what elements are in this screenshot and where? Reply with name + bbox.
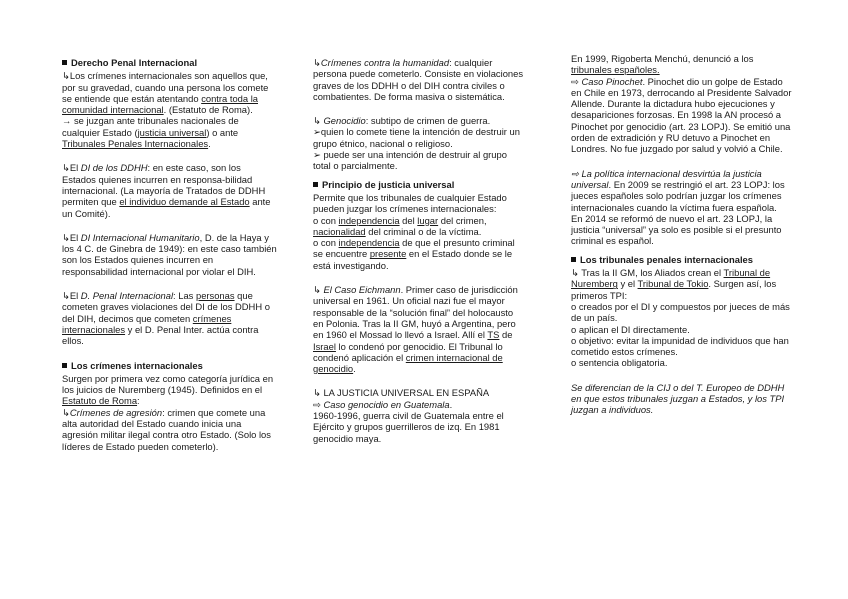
square-bullet-icon bbox=[62, 363, 67, 368]
paragraph-guatemala-title: ⇨ Caso genocidio en Guatemala. bbox=[313, 398, 453, 410]
paragraph-eichmann: ↳ El Caso Eichmann. Primer caso de jurisdicción universal en 1961. Un oficial nazi fue el mayor responsable de la “solución final” del holocausto en Polonia. Tras la II GM, huyó a Argentina, pero en 1960 el Mossad lo llevó a Israel. Allí el TS de Israel lo condenó por genocidio. El Tribunal lo condenó aplicación el crimen internacional de genocidio. bbox=[313, 284, 518, 375]
paragraph-nuremberg: Surgen por primera vez como categoría jurídica en los juicios de Nuremberg (1945). Definidos en el Estatuto de Roma: bbox=[62, 372, 274, 407]
heading-crimenes-internacionales: Los crímenes internacionales bbox=[62, 360, 277, 371]
paragraph-genocidio: ↳ Genocidio: subtipo de crimen de guerra. ➢quien lo comete tiene la intención de destruir un grupo étnico, nacional o religioso. ➢ puede ser una intención de destruir al grupo total o parcialmente. bbox=[313, 115, 520, 172]
paragraph-crimenes-def: ↳Los crímenes internacionales son aquellos que, por su gravedad, cuando una persona los comete se entiende que están atentando contra toda la comunidad internacional. (Estatuto de Roma). → se juzgan ante tribunales nacionales de cualquier Estado (justicia universal) o ante Tribunales Penales Internacionales. bbox=[62, 70, 269, 150]
paragraph-dih: ↳El DI Internacional Humanitario, D. de la Haya y los 4 C. de Ginebra de 1949): en este caso también son los Estados quienes incurren en responsabilidad internacional por violar el DIH. bbox=[62, 231, 277, 277]
paragraph-diferencias: Se diferencian de la CIJ o del T. Europeo de DDHH en que estos tribunales juzgan a Estados, y los TPI juzgan a individuos. bbox=[571, 381, 785, 416]
paragraph-justicia-universal: Permite que los tribunales de cualquier Estado pueden juzgar los crímenes internacionales: bbox=[313, 191, 507, 215]
column-1 bbox=[62, 53, 277, 452]
list-item-objetivo: o objetivo: evitar la impunidad de individuos que han cometido estos crímenes. bbox=[571, 334, 789, 358]
list-item-sentencia: o sentencia obligatoria. bbox=[571, 357, 668, 369]
heading-justicia-espana: ↳ LA JUSTICIA UNIVERSAL EN ESPAÑA bbox=[313, 387, 490, 399]
square-bullet-icon bbox=[62, 60, 67, 65]
list-item-lugar: o con independencia del lugar del crimen, nacionalidad del criminal o de la víctima. bbox=[313, 214, 487, 237]
paragraph-di-ddhh: ↳El DI de los DDHH: en este caso, son los Estados quienes incurren en responsa-bilidad internacional. (La mayoría de Tratados de DDHH permiten que el individuo demande al Estado ante un Comité). bbox=[62, 162, 271, 219]
paragraph-lesa-humanidad: ↳Crímenes contra la humanidad: cualquier persona puede cometerlo. Consiste en violaciones graves de los DDHH o del DIH contra civiles o combatientes. De forma masiva o sistemática. bbox=[313, 57, 524, 102]
heading-derecho-penal: Derecho Penal Internacional bbox=[62, 57, 277, 68]
paragraph-tpi: ↳ Tras la II GM, los Aliados crean el Tribunal de Nuremberg y el Tribunal de Tokio. Surgen así, los primeros TPI: bbox=[571, 267, 777, 301]
list-item-aplican: o aplican el DI directamente. bbox=[571, 323, 690, 335]
paragraph-menchu: En 1999, Rigoberta Menchú, denunció a los tribunales españoles. bbox=[571, 53, 754, 76]
heading-tribunales-penales: Los tribunales penales internacionales bbox=[571, 254, 793, 265]
column-3 bbox=[571, 53, 793, 416]
list-item-creados: o creados por el DI y compuestos por jueces de más de un país. bbox=[571, 300, 790, 324]
paragraph-guatemala: 1960-1996, guerra civil de Guatemala entre el Ejército y grupos guerrilleros de izq. En 1981 genocidio maya. bbox=[313, 410, 504, 444]
paragraph-pinochet: ⇨ Caso Pinochet. Pinochet dio un golpe de Estado en Chile en 1973, derrocando al Presidente Salvador Allende. Durante la dictadura hubo ejecuciones y desapariciones forzosas. En 1998 la AN procesó a Pinochet por genocidio (art. 23 LOPJ). Se emitió una orden de extradición y RU detuvo a Pinochet en Londres. No fue juzgado por salud y volvió a Chile. bbox=[571, 75, 792, 155]
square-bullet-icon bbox=[571, 257, 576, 262]
column-2 bbox=[313, 53, 526, 444]
paragraph-agresion: ↳Crímenes de agresión: crimen que comete una alta autoridad del Estado cuando inicia una agresión militar ilegal contra otro Estado. (Solo los líderes de Estado pueden cometerlo). bbox=[62, 406, 271, 452]
list-item-presente: o con independencia de que el presunto criminal se encuentre presente en el Estado donde se le está investigando. bbox=[313, 237, 515, 271]
paragraph-dpi: ↳El D. Penal Internacional: Las personas que cometen graves violaciones del DI de los DDHH o del DIH, decimos que cometen crímenes internacionales y el D. Penal Inter. actúa contra ellos. bbox=[62, 290, 270, 347]
heading-justicia-universal: Principio de justicia universal bbox=[313, 179, 526, 190]
square-bullet-icon bbox=[313, 182, 318, 187]
paragraph-politica: ⇨ La política internacional desvirtúa la justicia universal. En 2009 se restringió el art. 23 LOPJ: los jueces españoles solo podrían juzgar los crímenes internacionales cuando la víctima fuera española. En 2014 se reformó de nuevo el art. 23 LOPJ, la justicia “universal” ya solo es posible si el presunto criminal es español. bbox=[571, 167, 785, 247]
